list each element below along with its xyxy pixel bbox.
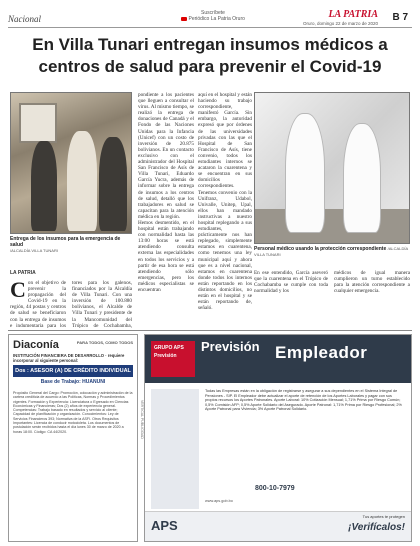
vertical-label: VERTICAL PUBLICIDAD [140,400,144,439]
photo-suit-2 [343,123,381,233]
photo2-credit: /ALCALDÍA VILLA TUNARI [254,246,408,257]
youtube-icon [181,17,187,21]
empleador-title: Empleador [275,343,368,362]
photo-person-3 [99,137,127,231]
article-headline: En Villa Tunari entregan insumos médicos a centros de salud para prevenir el Covid-19 [32,35,388,76]
photo-delivery [10,92,132,234]
diaconia-slogan: PARA TODOS, COMO TODOS [76,340,133,345]
photo-window [19,103,57,143]
byline: LA PATRIA [10,270,36,276]
section-divider [8,330,412,331]
photo-floor [255,209,409,243]
job-title-bar: Dos : ASESOR (A) DE CRÉDITO INDIVIDUAL [13,365,133,377]
issue-date: Oruro, domingo 22 de marzo de 2020 [302,21,378,26]
ad2-body-text: Todas las Empresas están en la obligación de registrarse y asegurar a sus dependientes en el Sistema Integral de Pensiones - SIP. El Empleador debe actualizar el aporte de retención de los Aportes Laborales y pagar con sus propios recursos los Aportes Patronales. Aporte Laboral: 10% Cotización Mensual; 1,71% Prima por Riesgo Común; 0,5% Comisión AFP; 0,5% Aporte Solidario del Asegurado. Aporte Patronal: 1,71% Prima por Riesgo Profesional; 2% Aporte Patronal para Vivienda; 3% Aporte Patronal Solidario. [205,389,402,412]
subscribe-text: Suscríbete [201,10,225,16]
ad2-banner [145,335,411,383]
aps-prevision-ad [144,334,412,542]
photo1-caption-text: Entrega de los insumos para la emergencia de salud [10,236,121,248]
drop-cap: C [10,280,26,302]
article-col-3 [138,92,194,328]
article-col-5: En ese entendido, García aseveró que la cuarentena en el Trópico de Cochabamba se cumple con toda normalidad y los [254,270,328,295]
ad2-footer-cta: ¡Verifícalos! [348,522,405,533]
ad2-footer [145,511,411,541]
photo-suit-1 [285,113,325,233]
ad2-website: www.aps.gob.bo [205,499,233,503]
photo-person-1 [31,141,57,231]
job-description: Propósito General del Cargo: Promoción, colocación y administración de la cartera crediticia de acuerdo a las Políticas, Normas y Procedimientos vigentes. Formación y Experiencia: Licenciatura o Egresado en Ciencias Económicas y Financieras; Dos (2) años de experiencia general. Competencias: Trabajo basado en resultados y servicio al cliente; Capacidad de planificación y organización. Conocimientos: Ley de Servicios Financieros 393; Normativa de la ASFI. Otros Requisitos Importantes: Licencia de conducir motocicleta. Los documentos de postulación serán recibidos hasta el día lunes 30 de marzo de 2020 a horas 18:00. Código: CA 44/2020. [13,391,133,434]
article-col-2: tores para los galenos, financiados por la Alcaldía de Villa Tunari. Con una inversión de 100.880 bolivianos, el Alcalde de Villa Tunari y presidente de la Mancomunidad del Trópico de Cochabamba, [72,280,132,328]
diaconia-job-ad [8,334,138,542]
social-links [178,10,248,22]
page-number: B 7 [392,12,408,23]
newspaper-brand: LA PATRIA [328,9,378,20]
ad2-phone: 800-10-7979 [255,485,295,492]
prevision-brand: Previsión [201,339,260,354]
photo1-caption [10,236,134,254]
diaconia-tagline: INSTITUCIÓN FINANCIERA DE DESARROLLO · requiere incorporar al siguiente personal: [13,353,125,363]
photo1-credit: /ALCALDÍA VILLA TUNARI [10,248,58,253]
article-col1-text: on el objetivo de prevenir la propagación del Covid-19 en la región, 44 postas y centros de salud se beneficiaron con la entrega de insumos e indumentaria para los [10,280,66,328]
photo-medical-staff [254,92,410,244]
ad2-box-label: GRUPO APS Previsión [151,341,195,377]
photo2-caption [254,246,410,258]
article-col-4: aquí en el hospital y están haciendo su trabajo correspondiente, manifestó García. Sin embargo, la autoridad expresó que por órdenes de las universidades privadas con las que el Hospital de San Francisco de Asís, tiene convenio, todos los estudiantes internos se acataron la cuarentena y se encuentran en sus domicilios correspondientes. Tenemos convenio con la Unifranz, Udabol, Univalle, Unitep, Upal, ellos han mandado instructivas a nuestro hospital replegando a sus estudiantes, prácticamente nos han replegado, simplemente estamos en cuarentena, como tenemos una ley municipal aquí y ahora que es a nivel nacional, estamos en cuarentena donde todos los internos están reportando en los distintos domicilios, no están en el hospital y se están reportando de, señaló. [198,92,252,312]
page-header [8,6,412,28]
ad2-footer-tagline: Tus aportes te protegen [362,514,405,519]
ad2-side-graphic [151,389,199,509]
section-name: Nacional [8,14,41,24]
article-col-1 [10,280,66,328]
photo-person-2 [67,131,97,231]
photo2-caption-text: Personal médico usando la protección correspondiente [254,246,387,252]
job-location: Base de Trabajo: HUANUNI [40,379,106,385]
article-col3b-text: Hemos desmentido, en el hospital están trabajando con normalidad hasta las 13:00 horas se está atendiendo consulta externa las especialidades en todos los servicios y a partir de esa hora se está atendiendo sólo emergencias, pero los médicos especialistas se encuentran [138,219,194,293]
channel-text: Periódico La Patria Oruro [188,16,245,22]
aps-logo: APS [151,518,178,533]
diaconia-logo: Diaconía [13,339,59,351]
article-col-6: médicos de igual manera cumplieron un turno establecido para la atención correspondiente a cualquier emergencia. [334,270,410,295]
article-col3a-text: pondiente a los pacientes que lleguen a consultar el virus. Al mismo tiempo, se realizó la entrega de donaciones de Canadá y el Fondo de las Naciones Unidas para la Infancia (Unicef) con un costo de inversión de 20.875 bolivianos. En un contacto exclusivo con el administrador del Hospital San Francisco de Asís de Villa Tunari, Eduardo García Yucra, además de informar sobre la entrega de insumos a los centros de salud, detalló que los trabajadores en salud se capacitan para la atención médica en la región. [138,92,194,220]
